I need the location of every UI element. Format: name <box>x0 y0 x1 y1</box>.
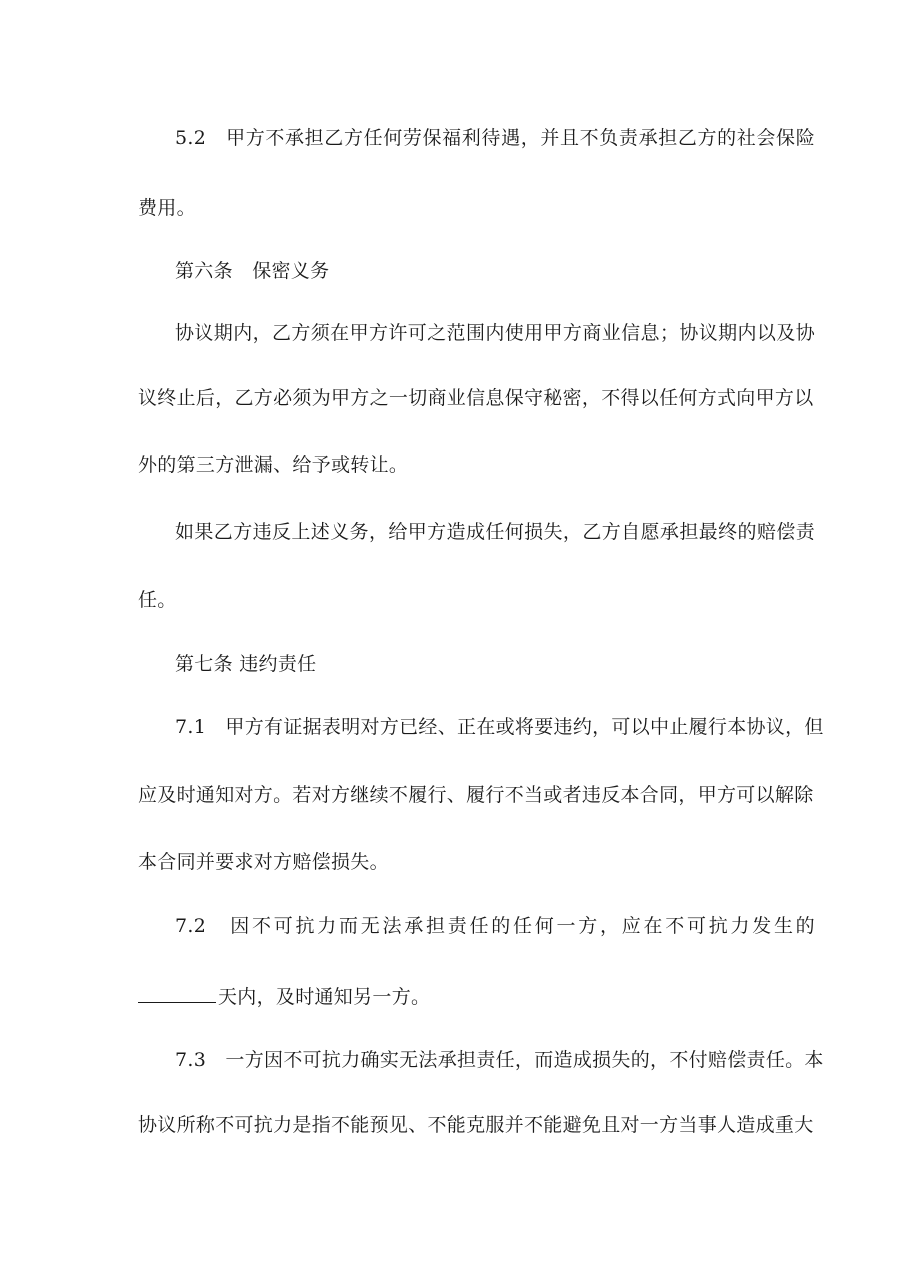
clause-7-3-line-2: 协议所称不可抗力是指不能预见、不能克服并不能避免且对一方当事人造成重大 <box>138 1114 814 1136</box>
clause-7-2-line-1: 7.2 因不可抗力而无法承担责任的任何一方，应在不可抗力发生的 <box>175 915 815 937</box>
clause-7-1-line-3: 本合同并要求对方赔偿损失。 <box>138 851 389 873</box>
clause-7-3-line-1: 7.3 一方因不可抗力确实无法承担责任，而造成损失的，不付赔偿责任。本 <box>175 1049 824 1071</box>
clause-7-1-line-2: 应及时通知对方。若对方继续不履行、履行不当或者违反本合同，甲方可以解除 <box>138 784 814 806</box>
article-6-para-2-line-2: 任。 <box>138 589 177 611</box>
article-6-para-1-line-3: 外的第三方泄漏、给予或转让。 <box>138 454 409 476</box>
article-7-heading: 第七条 违约责任 <box>175 653 317 675</box>
clause-7-2-line-2-text: 天内，及时通知另一方。 <box>218 986 431 1008</box>
clause-7-1-line-1: 7.1 甲方有证据表明对方已经、正在或将要违约，可以中止履行本协议，但 <box>175 716 824 738</box>
article-6-para-2-line-1: 如果乙方违反上述义务，给甲方造成任何损失，乙方自愿承担最终的赔偿责 <box>175 521 815 543</box>
article-6-para-1-line-2: 议终止后，乙方必须为甲方之一切商业信息保守秘密，不得以任何方式向甲方以 <box>138 387 814 409</box>
article-6-heading: 第六条 保密义务 <box>175 260 330 282</box>
article-6-para-1-line-1: 协议期内，乙方须在甲方许可之范围内使用甲方商业信息；协议期内以及协 <box>175 322 815 344</box>
fill-in-blank <box>138 984 216 1003</box>
clause-7-2-line-2 <box>138 984 778 1009</box>
clause-5-2-line-2: 费用。 <box>138 197 196 219</box>
clause-5-2-line-1: 5.2 甲方不承担乙方任何劳保福利待遇，并且不负责承担乙方的社会保险 <box>175 127 815 149</box>
